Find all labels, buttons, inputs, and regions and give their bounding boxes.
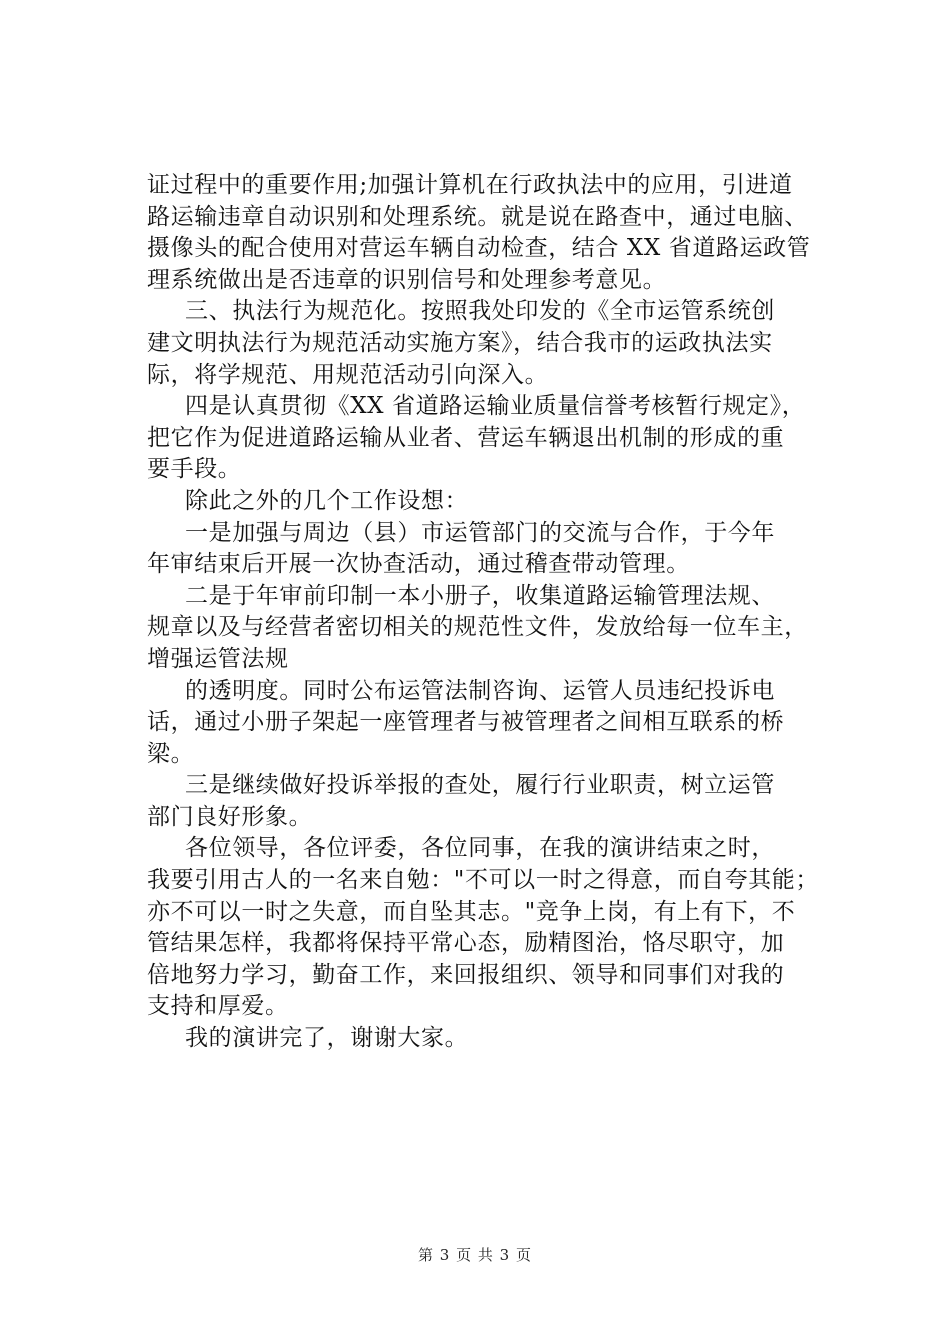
text-line: 理系统做出是否违章的识别信号和处理参考意见。	[147, 266, 667, 293]
text-line: 管结果怎样，我都将保持平常心态，励精图治，恪尽职守，加	[147, 930, 785, 957]
text-line: 三、执法行为规范化。按照我处印发的《全市运管系统创	[185, 298, 775, 325]
text-line: 一是加强与周边（县）市运管部门的交流与合作，于今年	[185, 519, 775, 546]
text-line: 我要引用古人的一名来自勉："不可以一时之得意，而自夸其能；	[147, 867, 819, 894]
text-line: 建文明执法行为规范活动实施方案》，结合我市的运政执法实	[147, 329, 773, 356]
text-line: 四是认真贯彻《XX 省道路运输业质量信誉考核暂行规定》，	[185, 393, 806, 420]
text-line: 路运输违章自动识别和处理系统。就是说在路查中，通过电脑、	[147, 203, 808, 230]
text-line: 支持和厚爱。	[147, 993, 289, 1020]
text-line: 倍地努力学习，勤奋工作，来回报组织、领导和同事们对我的	[147, 961, 785, 988]
text-line: 二是于年审前印制一本小册子，收集道路运输管理法规、	[185, 582, 775, 609]
text-line: 各位领导，各位评委，各位同事，在我的演讲结束之时，	[185, 835, 775, 862]
text-line: 规章以及与经营者密切相关的规范性文件，发放给每一位车主，	[147, 614, 808, 641]
text-line: 部门良好形象。	[147, 803, 313, 830]
text-line: 梁。	[147, 740, 195, 767]
text-line: 除此之外的几个工作设想：	[185, 487, 469, 514]
text-line: 年审结束后开展一次协查活动，通过稽查带动管理。	[147, 551, 690, 578]
text-line: 三是继续做好投诉举报的查处，履行行业职责，树立运管	[185, 772, 775, 799]
text-line: 摄像头的配合使用对营运车辆自动检查，结合 XX 省道路运政管	[147, 235, 811, 262]
text-line: 我的演讲完了，谢谢大家。	[185, 1025, 469, 1052]
text-line: 增强运管法规	[147, 645, 289, 672]
text-line: 证过程中的重要作用;加强计算机在行政执法中的应用，引进道	[147, 172, 793, 198]
page-footer: 第 3 页 共 3 页	[418, 1246, 532, 1264]
text-line: 的透明度。同时公布运管法制咨询、运管人员违纪投诉电	[185, 677, 775, 704]
text-line: 亦不可以一时之失意，而自坠其志。"竞争上岗，有上有下，不	[147, 898, 796, 925]
text-line: 把它作为促进道路运输从业者、营运车辆退出机制的形成的重	[147, 424, 785, 451]
text-line: 话，通过小册子架起一座管理者与被管理者之间相互联系的桥	[147, 709, 785, 736]
text-line: 际，将学规范、用规范活动引向深入。	[147, 361, 549, 388]
text-line: 要手段。	[147, 456, 242, 483]
document-body	[147, 170, 847, 1055]
